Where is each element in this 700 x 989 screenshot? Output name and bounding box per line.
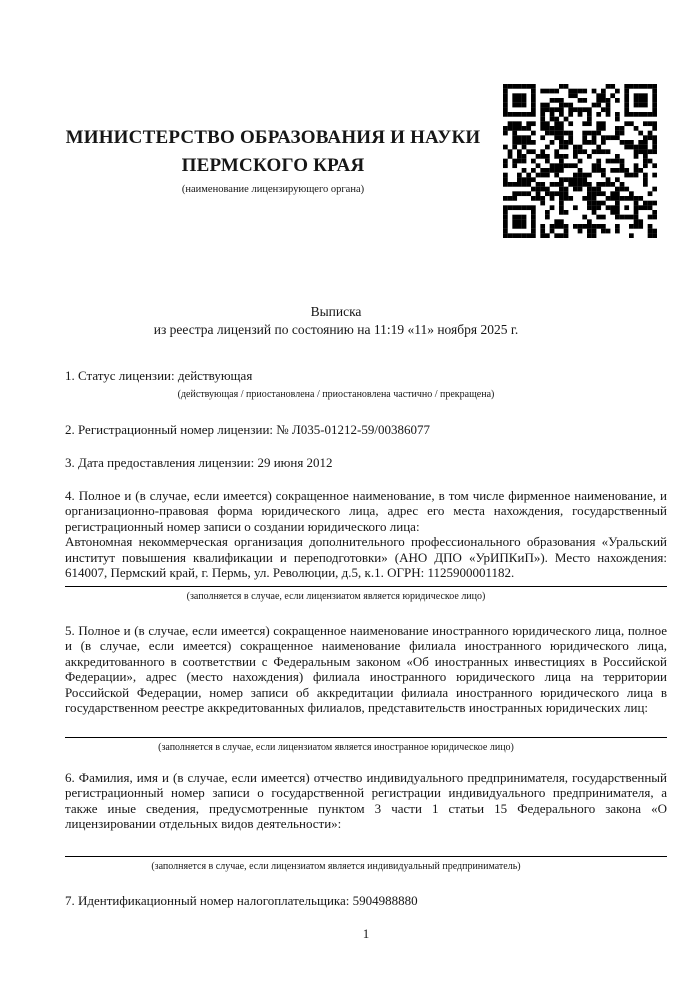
item-registration-number: 2. Регистрационный номер лицензии: № Л035-01212-59/00386077 (65, 421, 431, 437)
foreign-entity-underline (65, 737, 667, 738)
ministry-name-line1: МИНИСТЕРСТВО ОБРАЗОВАНИЯ И НАУКИ (65, 127, 481, 148)
item-license-status: 1. Статус лицензии: действующая (65, 368, 253, 383)
legal-entity-underline (65, 586, 667, 587)
ministry-name-line2: ПЕРМСКОГО КРАЯ (181, 155, 365, 176)
document-title-line2: из реестра лицензий по состоянию на 11:19 «11» ноября 2025 г. (153, 322, 519, 337)
individual-entrepreneur-underline (65, 856, 667, 857)
document-body (65, 303, 667, 908)
item-individual-entrepreneur-heading: 6. Фамилия, имя и (в случае, если имеется) отчество индивидуального предпринимателя, государственный регистрационный номер записи о государственной регистрации индивидуального предпринимателя, а также иные сведения, предусмотренные пунктом 3 части 1 статьи 15 Федерального закона «О лицензировании отдельных видов деятельности»: (65, 769, 667, 831)
item-taxpayer-number: 7. Идентификационный номер налогоплательщика: 5904988880 (65, 892, 418, 908)
licensing-authority-block (64, 124, 482, 196)
ministry-caption: (наименование лицензирующего органа) (181, 184, 365, 195)
document-title (65, 303, 607, 339)
note-individual-entrepreneur: (заполняется в случае, если лицензиатом является индивидуальный предприниматель) (151, 860, 521, 872)
note-legal-entity: (заполняется в случае, если лицензиатом является юридическое лицо) (186, 590, 486, 602)
page-number: 1 (362, 926, 370, 941)
item-grant-date: 3. Дата предоставления лицензии: 29 июня 2012 (65, 455, 333, 470)
qr-code-icon (503, 84, 657, 238)
document-title-line1: Выписка (310, 304, 362, 319)
item-foreign-entity-heading: 5. Полное и (в случае, если имеется) сокращенное наименование иностранного юридического лица, полное и (в случае, если имеется) сокращенное наименование филиала иностранного юридического лица, аккредитованного в соответствии с Федеральным законом «Об иностранных инвестициях в Российской Федерации», адрес (место нахождения) филиала иностранного юридического лица на территории Российской Федерации, номер записи об аккредитации филиала иностранного юридического лица в государственном реестре аккредитованных филиалов, представительств иностранных юридических лиц: (65, 622, 667, 715)
note-license-status-options: (действующая / приостановлена / приостановлена частично / прекращена) (177, 388, 495, 400)
item-legal-entity-value: Автономная некоммерческая организация дополнительного профессионального образования «Уральский институт повышения квалификации и переподготовки» (АНО ДПО «УрИПКиП»). Место нахождения: 614007, Пермский край, г. Пермь, ул. Революции, д.5, к.1. ОГРН: 1125900001182. (65, 534, 667, 580)
note-foreign-entity: (заполняется в случае, если лицензиатом является иностранное юридическое лицо) (158, 741, 514, 753)
item-legal-entity-heading: 4. Полное и (в случае, если имеется) сокращенное наименование, в том числе фирменное наименование, и организационно-правовая форма юридического лица, адрес его места нахождения, государственный регистрационный номер записи о создании юридического лица: (65, 487, 667, 534)
